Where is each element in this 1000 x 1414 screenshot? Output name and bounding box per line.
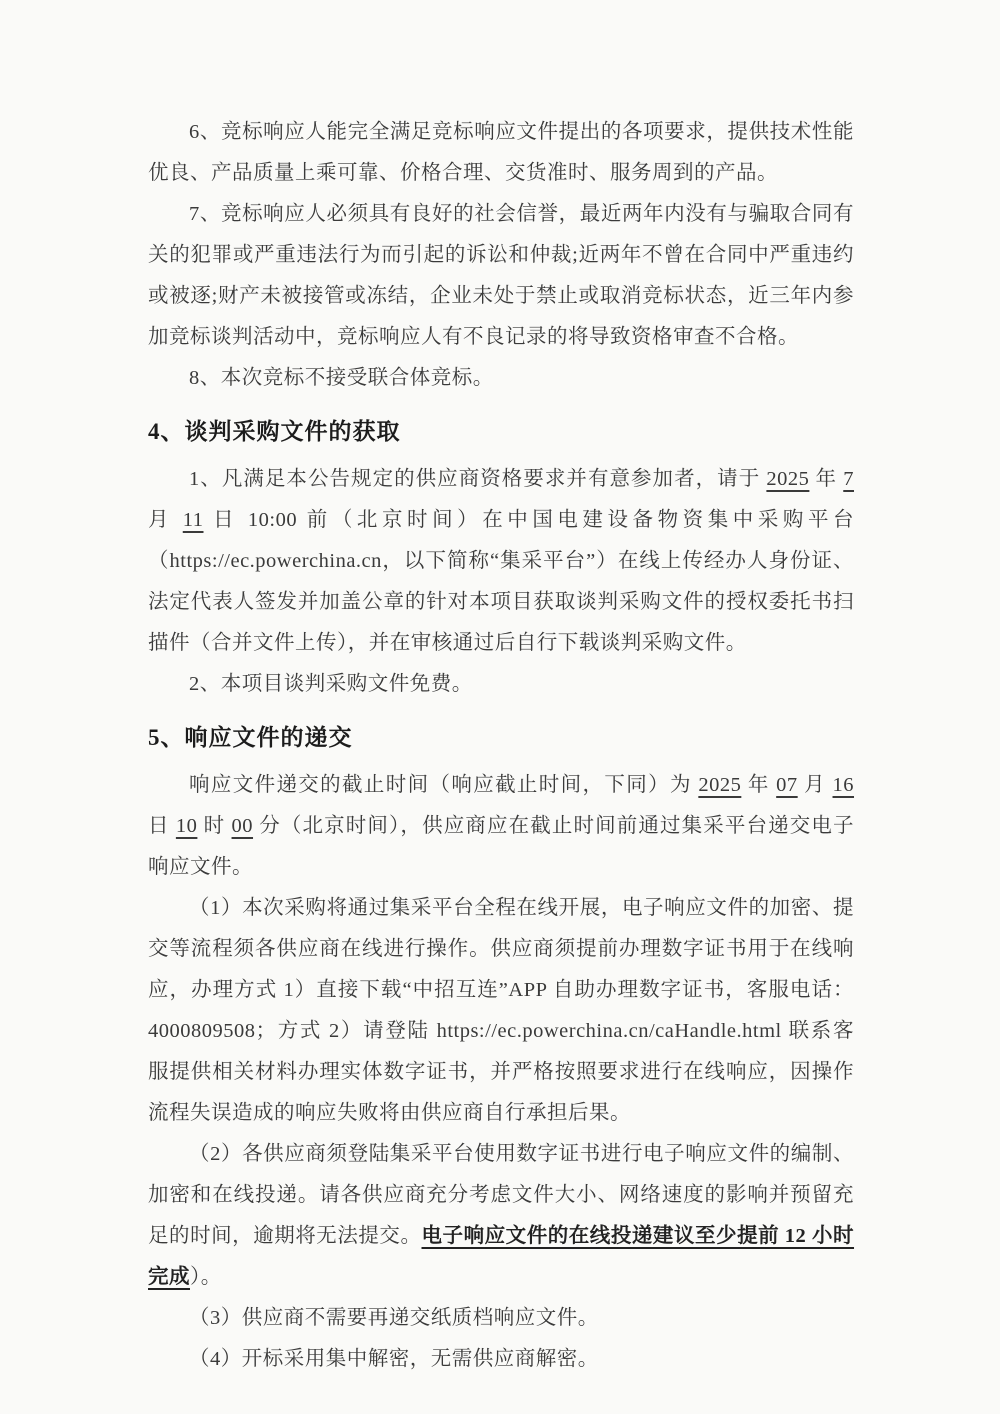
text-run: 日 <box>148 815 176 837</box>
emphasized-text-run: 2025 <box>766 468 810 490</box>
emphasized-text-run: 16 <box>832 774 855 796</box>
text-run: 6、竞标响应人能完全满足竞标响应文件提出的各项要求，提供技术性能优良、产品质量上乘可靠、价格合理、交货准时、服务周到的产品。 <box>148 121 854 184</box>
paragraph <box>148 194 854 358</box>
emphasized-text-run: 电子响应文件的在线投递建议至少提前 12 小时完成 <box>148 1225 855 1288</box>
paragraph <box>148 1134 854 1298</box>
text-run: （4）开标采用集中解密，无需供应商解密。 <box>189 1348 599 1370</box>
document-body <box>148 112 854 1380</box>
paragraph <box>148 888 854 1134</box>
paragraph <box>148 1298 854 1339</box>
text-run: 4、谈判采购文件的获取 <box>148 419 401 444</box>
text-run: （2）各供应商须登陆集采平台使用数字证书进行电子响应文件的编制、加密和在线投递。请各供应商充分考虑文件大小、网络速度的影响并预留充足的时间，逾期将无法提交。 <box>148 1143 854 1247</box>
text-run: 月 <box>797 774 833 796</box>
text-run: 年 <box>809 468 844 490</box>
text-run: 分（北京时间），供应商应在截止时间前通过集采平台递交电子响应文件。 <box>148 815 855 878</box>
paragraph <box>148 765 854 888</box>
text-run: 7、竞标响应人必须具有良好的社会信誉，最近两年内没有与骗取合同有关的犯罪或严重违法行为而引起的诉讼和仲裁;近两年不曾在合同中严重违约或被逐;财产未被接管或冻结，企业未处于禁止或取消竞标状态，近三年内参加竞标谈判活动中，竞标响应人有不良记录的将导致资格审查不合格。 <box>148 203 854 348</box>
text-run: （1）本次采购将通过集采平台全程在线开展，电子响应文件的加密、提交等流程须各供应商在线进行操作。供应商须提前办理数字证书用于在线响应，办理方式 1）直接下载“中招互连”APP 自助办理数字证书，客服电话：4000809508；方式 2）请登陆 https://ec.powerchina.cn/caHandle.html 联系客服提供相关材料办理实体数字证书，并严格按照要求进行在线响应，因操作流程失误造成的响应失败将由供应商自行承担后果。 <box>148 897 854 1124</box>
text-run: 2、本项目谈判采购文件免费。 <box>189 673 473 695</box>
text-run: ）。 <box>190 1266 222 1288</box>
paragraph <box>148 664 854 705</box>
section-heading <box>148 722 854 754</box>
text-run: 响应文件递交的截止时间（响应截止时间，下同）为 <box>189 774 699 796</box>
text-run: 日 10:00 前（北京时间）在中国电建设备物资集中采购平台（https://ec.powerchina.cn，以下简称“集采平台”）在线上传经办人身份证、法定代表人签发并加盖公章的针对本项目获取谈判采购文件的授权委托书扫描件（合并文件上传），并在审核通过后自行下载谈判采购文件。 <box>148 509 855 654</box>
paragraph <box>148 459 854 664</box>
text-run: （3）供应商不需要再递交纸质档响应文件。 <box>189 1307 599 1329</box>
section-heading <box>148 416 854 448</box>
text-run: 年 <box>741 774 777 796</box>
emphasized-text-run: 00 <box>231 815 254 837</box>
paragraph <box>148 112 854 194</box>
emphasized-text-run: 10 <box>175 815 198 837</box>
emphasized-text-run: 7 <box>843 468 854 490</box>
text-run: 时 <box>197 815 232 837</box>
text-run: 月 <box>148 509 183 531</box>
text-run: 5、响应文件的递交 <box>148 725 353 750</box>
text-run: 8、本次竞标不接受联合体竞标。 <box>189 367 494 389</box>
emphasized-text-run: 11 <box>182 509 204 531</box>
paragraph <box>148 1339 854 1380</box>
text-run: 1、凡满足本公告规定的供应商资格要求并有意参加者，请于 <box>189 468 767 490</box>
emphasized-text-run: 2025 <box>698 774 742 796</box>
emphasized-text-run: 07 <box>776 774 798 796</box>
paragraph <box>148 358 854 399</box>
